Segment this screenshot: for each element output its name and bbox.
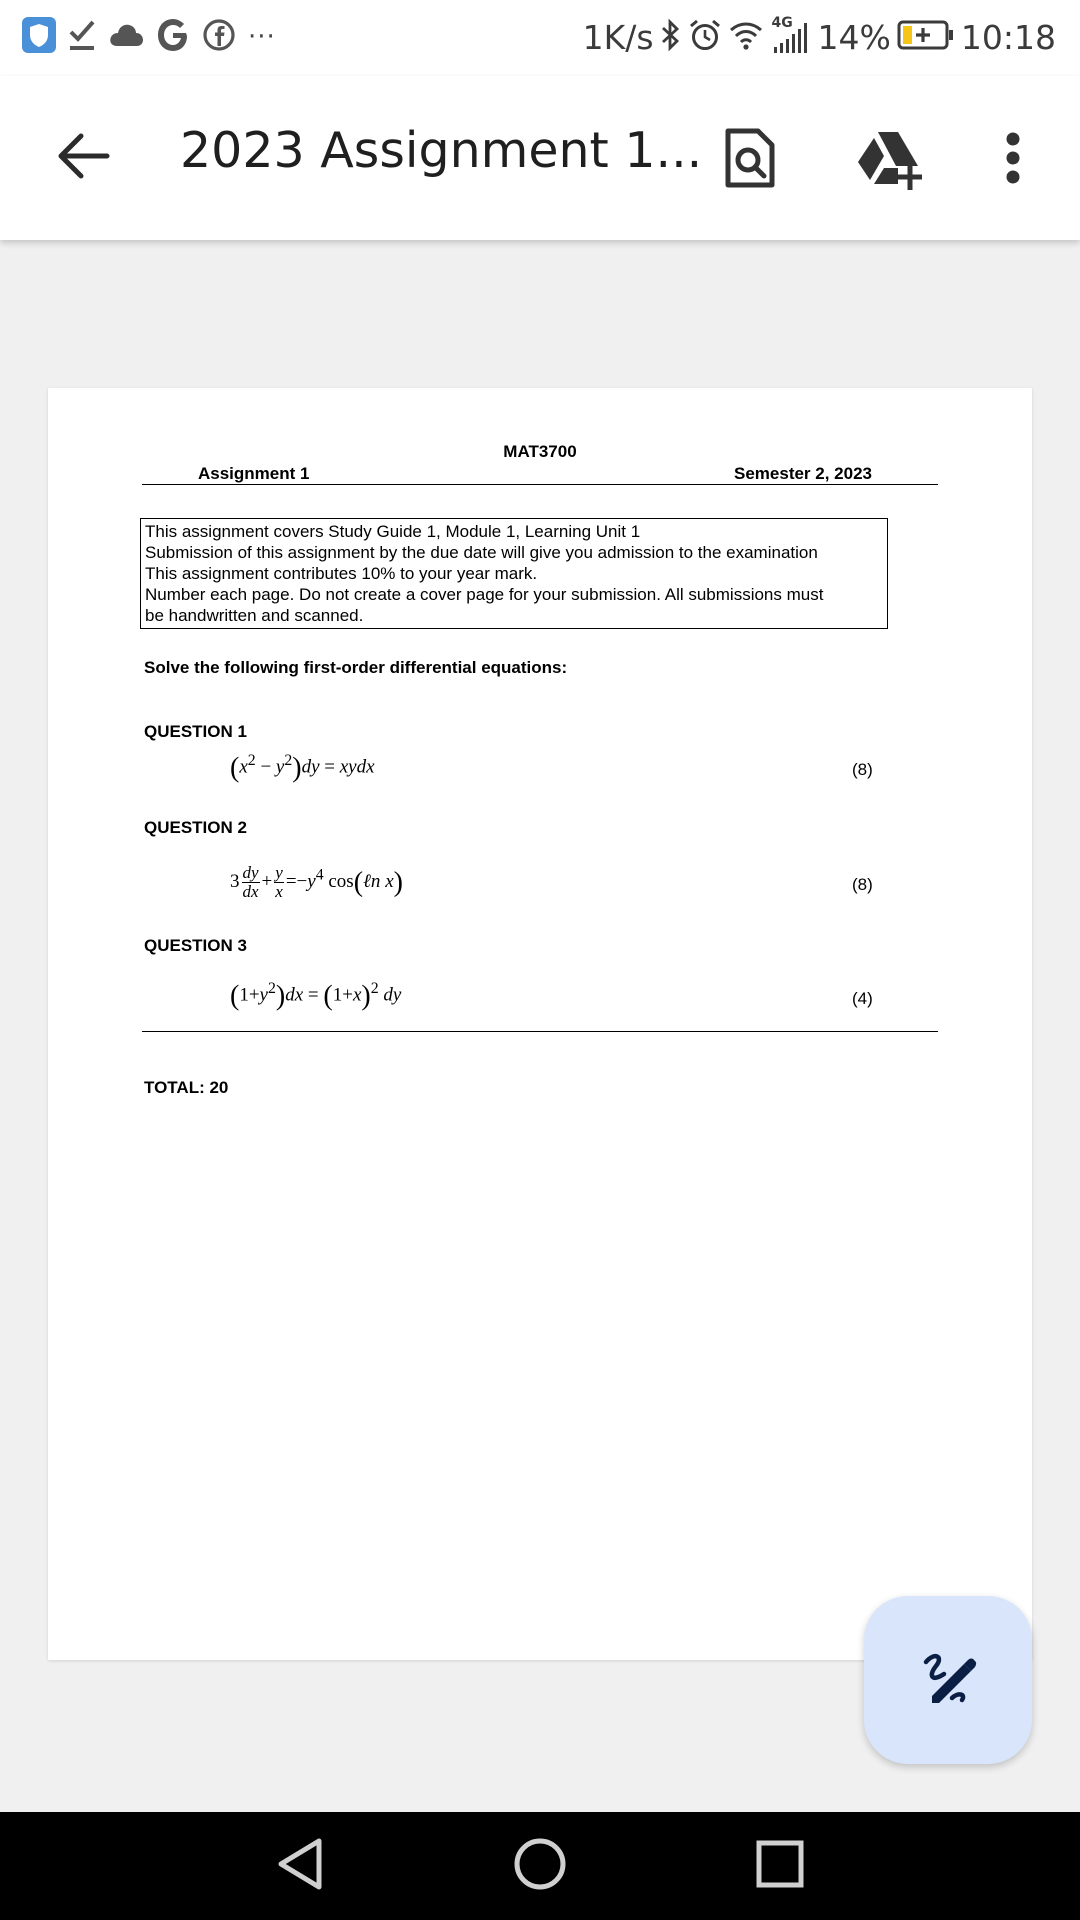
- app-bar: [0, 76, 1080, 240]
- question-2-marks: (8): [852, 875, 873, 894]
- check-download-icon: [68, 18, 96, 57]
- question-1-label: QUESTION 1: [144, 722, 247, 741]
- info-line: Submission of this assignment by the due date will give you admission to the examination: [145, 543, 818, 562]
- info-line: This assignment contributes 10% to your year mark.: [145, 564, 538, 583]
- back-arrow-icon: [57, 132, 111, 185]
- navigation-bar: [0, 1812, 1080, 1920]
- question-1-equation: $(x^2 - y^2)dy$ = xydx: [230, 752, 375, 784]
- alarm-icon: [688, 18, 722, 57]
- question-3-marks: (4): [852, 989, 873, 1008]
- status-bar: [0, 0, 1080, 76]
- status-left-icons: [22, 16, 276, 58]
- info-line: This assignment covers Study Guide 1, Module 1, Learning Unit 1: [145, 522, 641, 541]
- semester-label: Semester 2, 2023: [734, 464, 872, 483]
- instructions: Solve the following first-order differential equations:: [144, 658, 568, 677]
- search-document-icon: [724, 127, 776, 194]
- more-notifications-indicator: ···: [248, 22, 276, 52]
- document-title: 2023 Assignment 1...: [180, 122, 703, 179]
- signal-icon: [770, 17, 812, 57]
- more-vert-icon: [1003, 132, 1023, 189]
- info-line: be handwritten and scanned.: [145, 606, 364, 625]
- question-1-marks: (8): [852, 760, 873, 779]
- nav-back-button[interactable]: [268, 1834, 332, 1898]
- question-3-equation: $(1+y^2)dx = (1+x)^2$ dy: [230, 980, 402, 1012]
- info-line: Number each page. Do not create a cover page for your submission. All submissions must: [145, 585, 824, 604]
- search-in-document-button[interactable]: [712, 122, 788, 198]
- draw-pen-icon: [918, 1648, 978, 1713]
- document-page[interactable]: [48, 388, 1032, 1660]
- question-2-equation: 3 $\frac{dy}{dx}$ + $\frac{y}{x}$ $=-y^4$ cos(ℓn x): [230, 863, 403, 901]
- footer-rule: [142, 1031, 938, 1032]
- assignment-label: Assignment 1: [198, 464, 310, 483]
- facebook-icon: [202, 18, 236, 57]
- drive-add-icon: [854, 128, 926, 197]
- nav-home-button[interactable]: [508, 1834, 572, 1898]
- nav-home-icon: [512, 1836, 568, 1897]
- course-code: MAT3700: [503, 442, 577, 461]
- battery-percent: 14%: [817, 17, 891, 57]
- google-icon: [156, 17, 190, 58]
- question-3-label: QUESTION 3: [144, 936, 247, 955]
- back-button[interactable]: [46, 120, 122, 196]
- nav-recents-button[interactable]: [748, 1834, 812, 1898]
- bluetooth-icon: [660, 18, 682, 57]
- cloud-icon: [108, 22, 144, 53]
- more-options-button[interactable]: [990, 120, 1036, 200]
- shield-icon: [22, 17, 56, 58]
- clock: 10:18: [960, 17, 1056, 57]
- network-type: 4G: [771, 15, 793, 31]
- nav-back-icon: [275, 1837, 325, 1896]
- add-to-drive-button[interactable]: [848, 120, 932, 204]
- info-box: [140, 518, 888, 629]
- question-2-label: QUESTION 2: [144, 818, 247, 837]
- header-rule: [142, 484, 938, 485]
- nav-recents-icon: [755, 1839, 805, 1894]
- total-marks: TOTAL: 20: [144, 1078, 229, 1097]
- status-right-icons: [583, 14, 1056, 60]
- battery-charging-icon: [897, 19, 955, 56]
- wifi-icon: [728, 19, 764, 56]
- annotate-fab[interactable]: [864, 1596, 1032, 1764]
- network-speed: 1K/s: [582, 17, 654, 57]
